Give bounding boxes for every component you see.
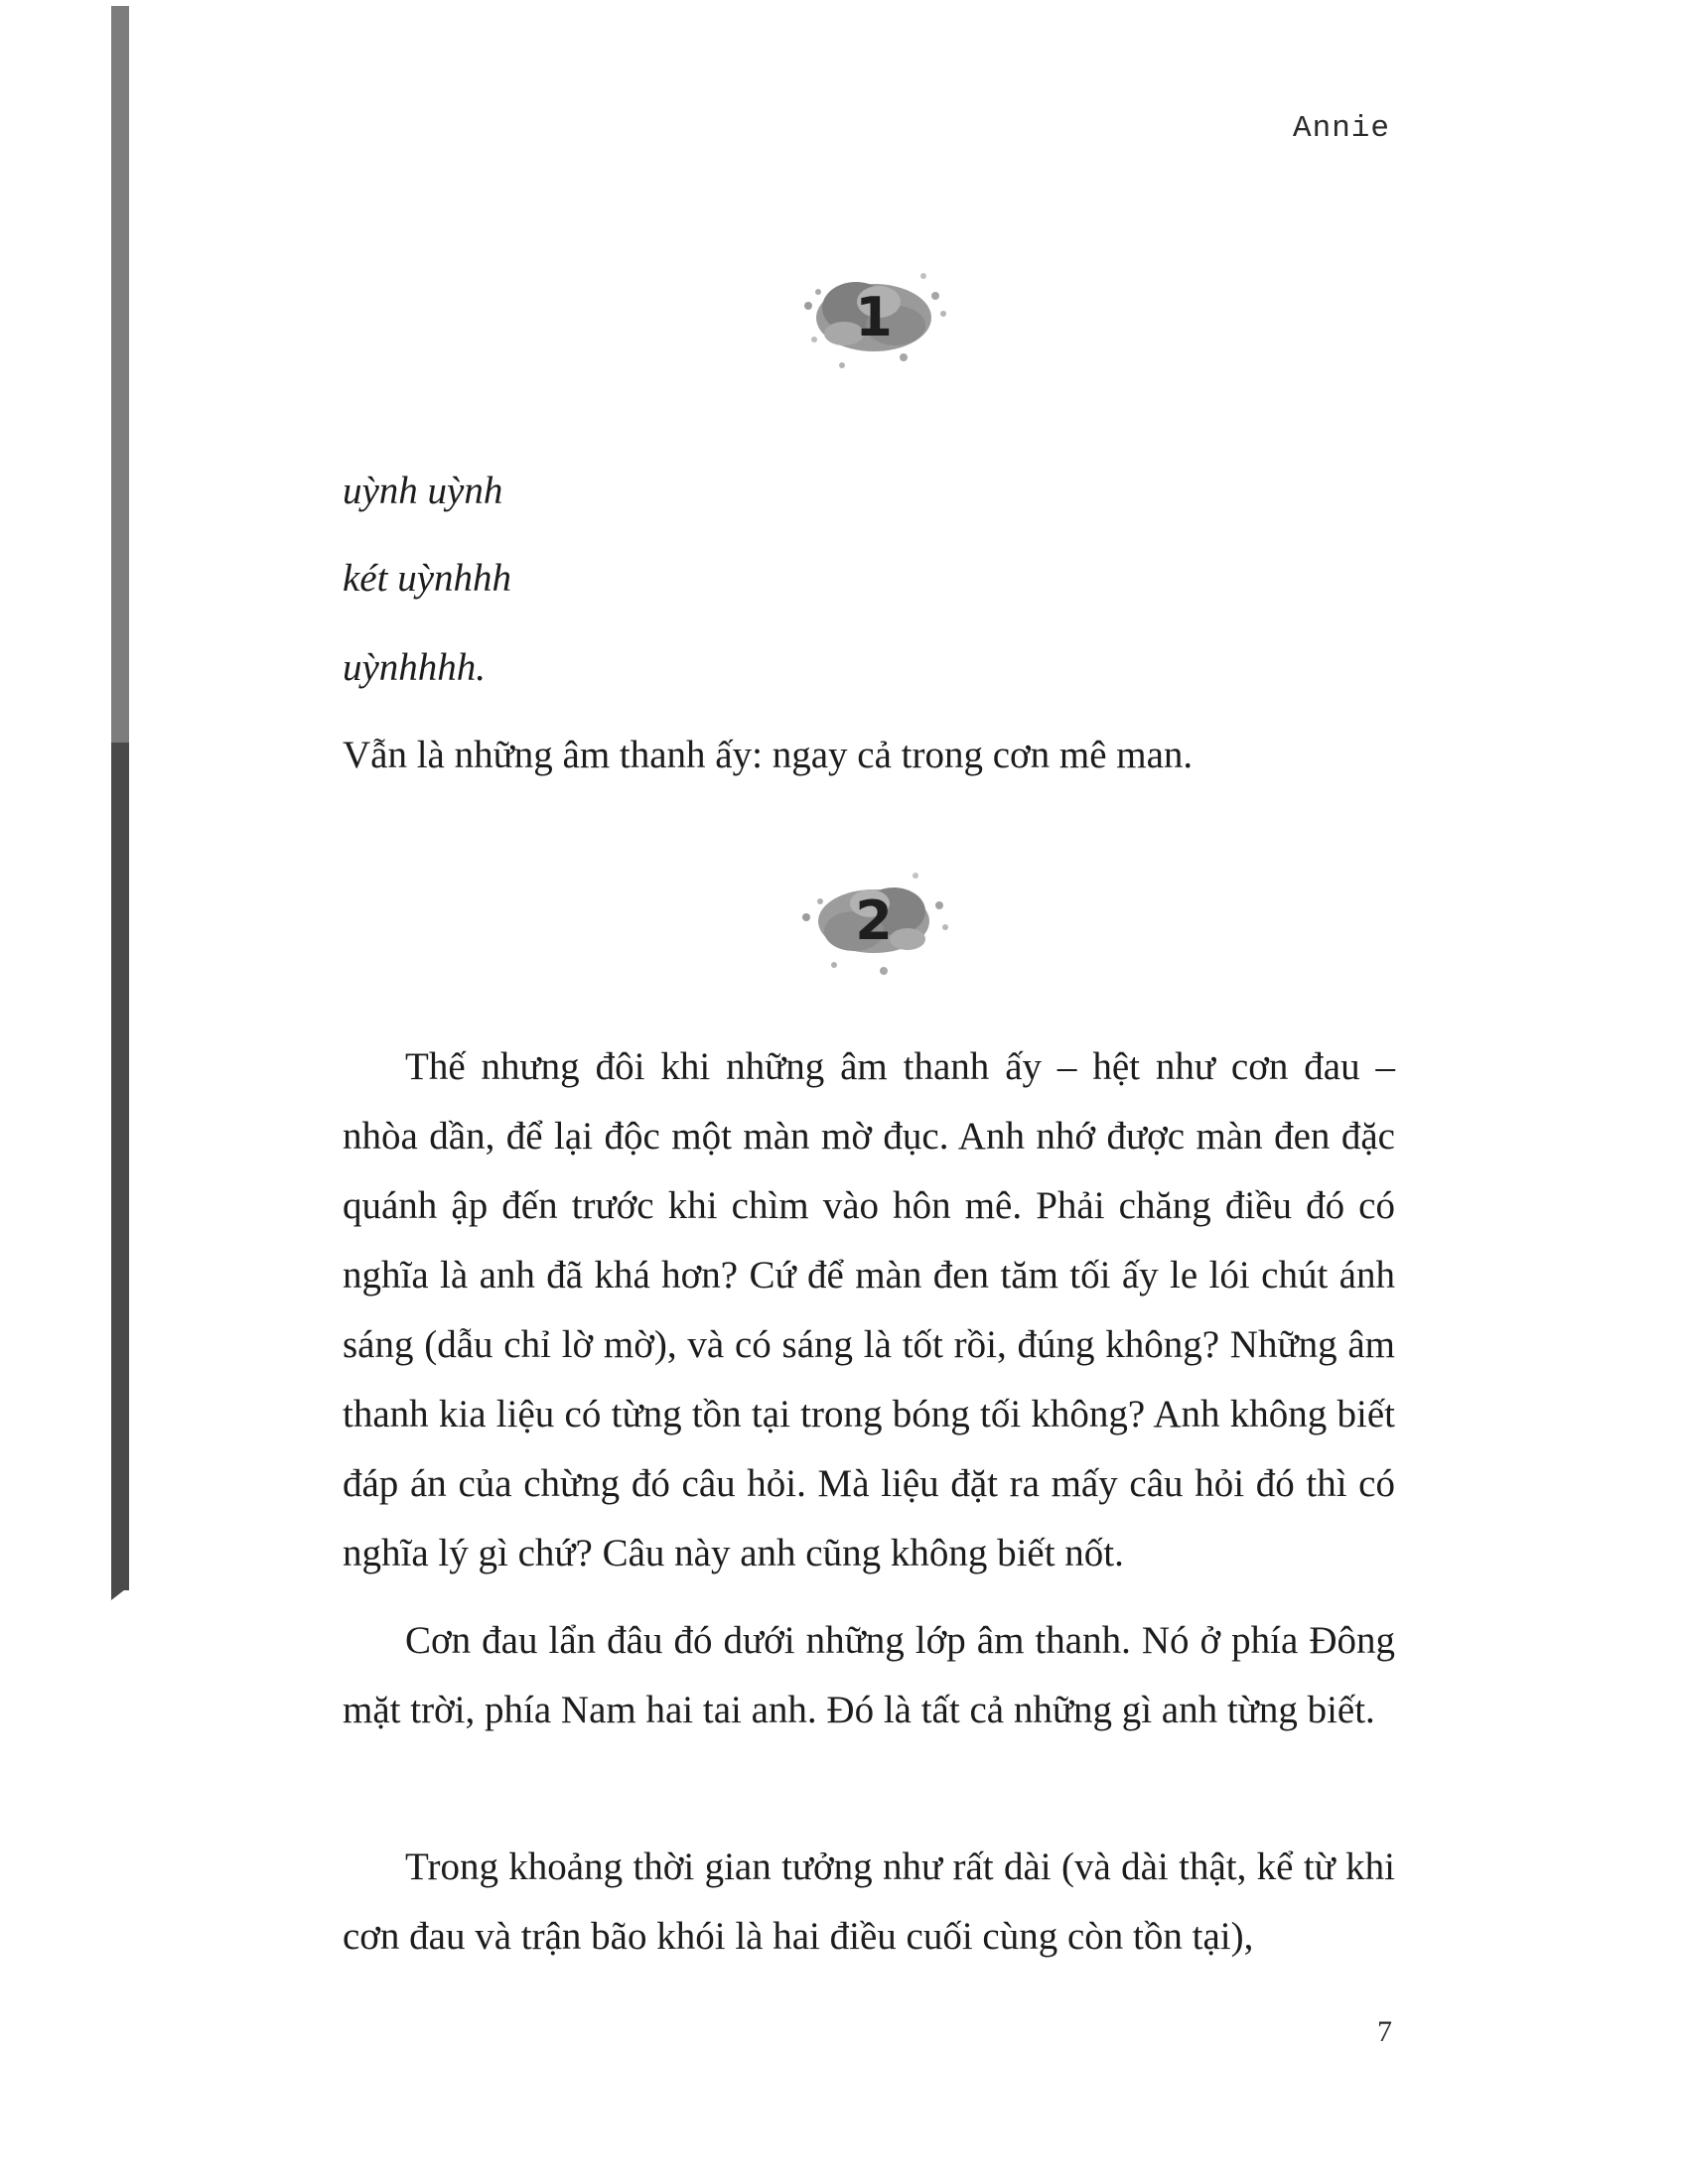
page-spine-edge-light — [111, 6, 129, 745]
body-paragraph-1: Thế nhưng đôi khi những âm thanh ấy – hệt như cơn đau – nhòa dần, để lại độc một màn mờ đục. Anh nhớ được màn đen đặc quánh ập đến trước khi chìm vào hôn mê. Phải chăng điều đó có nghĩa là anh đã khá hơn? Cứ để màn đen tăm tối ấy le lói chút ánh sáng (dẫu chỉ lờ mờ), và có sáng là tốt rồi, đúng không? Những âm thanh kia liệu có từng tồn tại trong bóng tối không? Anh không biết đáp án của chừng đó câu hỏi. Mà liệu đặt ra mấy câu hỏi đó thì có nghĩa lý gì chứ? Câu này anh cũng không biết nốt. — [343, 1045, 1395, 1574]
ink-splash-icon — [784, 248, 963, 387]
section-one-sentence: Vẫn là những âm thanh ấy: ngay cả trong cơn mê man. — [343, 734, 1194, 776]
ink-splash-icon — [784, 852, 963, 991]
body-paragraph-3: Trong khoảng thời gian tưởng như rất dài (và dài thật, kể từ khi cơn đau và trận bão khói là hai điều cuối cùng còn tồn tại), — [343, 1845, 1395, 1958]
section-number-1: 1 — [855, 286, 893, 348]
section-marker-2 — [784, 852, 963, 991]
page-spine-edge-dark — [111, 743, 129, 1590]
running-head-title: Annie — [1292, 111, 1390, 146]
body-paragraph-2: Cơn đau lẩn đâu đó dưới những lớp âm thanh. Nó ở phía Đông mặt trời, phía Nam hai tai anh. Đó là tất cả những gì anh từng biết. — [343, 1619, 1395, 1731]
onomatopoeia-line-1: uỳnh uỳnh — [343, 470, 503, 512]
onomatopoeia-line-2: két uỳnhhh — [343, 557, 512, 600]
onomatopoeia-line-3: uỳnhhhh. — [343, 646, 487, 689]
section-number-2: 2 — [855, 889, 893, 952]
section-marker-1 — [784, 248, 963, 387]
page-number: 7 — [1377, 2015, 1392, 2048]
page-spine-edge-tip — [111, 1586, 129, 1600]
